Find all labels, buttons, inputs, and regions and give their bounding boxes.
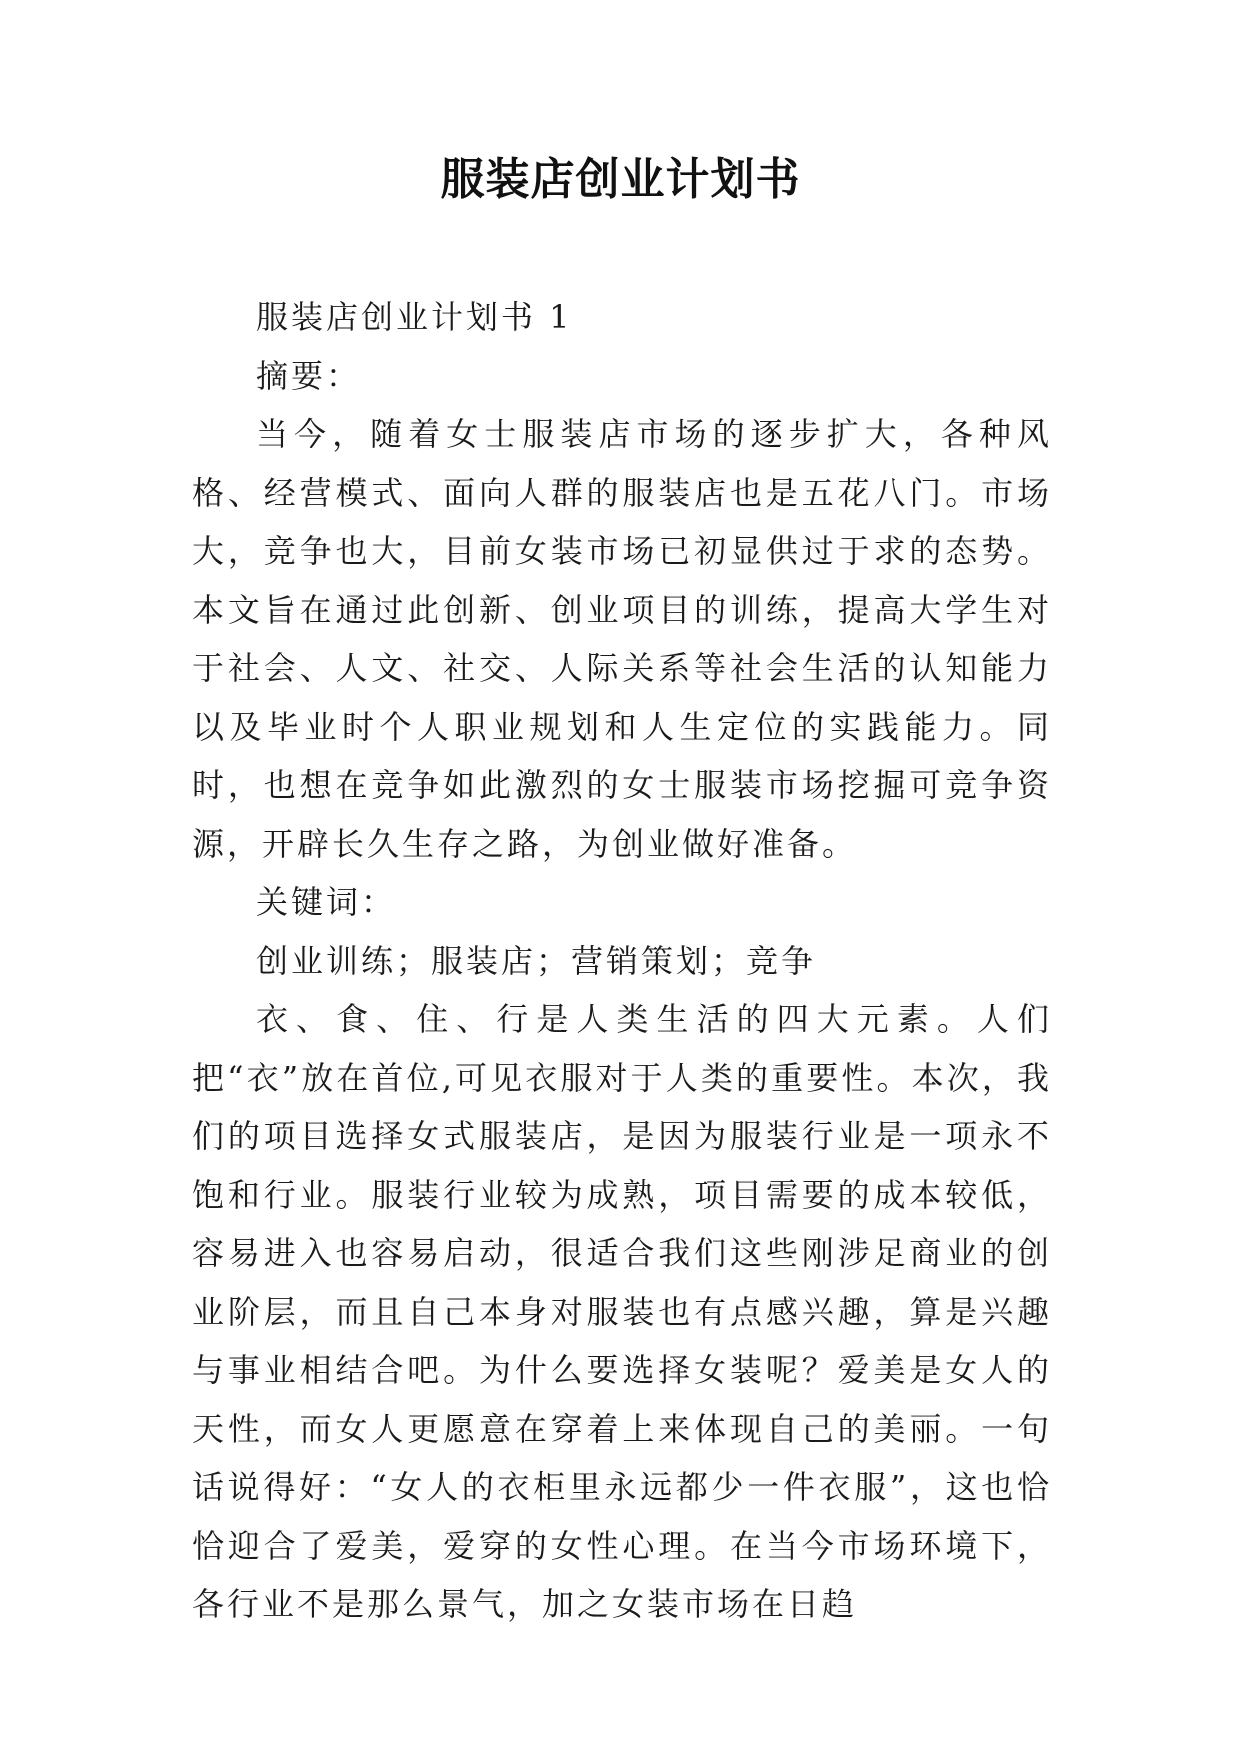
keywords-label: 关键词： bbox=[256, 883, 397, 921]
intro-paragraph: 衣、食、住、行是人类生活的四大元素。人们把“衣”放在首位,可见衣服对于人类的重要性。本次，我们的项目选择女式服装店，是因为服装行业是一项永不饱和行业。服装行业较为成熟，项目需要的成本较低，容易进入也容易启动，很适合我们这些刚涉足商业的创业阶层，而且自己本身对服装也有点感兴趣，算是兴趣与事业相结合吧。为什么要选择女装呢？爱美是女人的天性，而女人更愿意在穿着上来体现自己的美丽。一句话说得好：“女人的衣柜里永远都少一件衣服”，这也恰恰迎合了爱美，爱穿的女性心理。在当今市场环境下，各行业不是那么景气，加之女装市场在日趋 bbox=[192, 1000, 1052, 1623]
keywords-list: 创业训练；服装店；营销策划；竞争 bbox=[256, 941, 817, 980]
document-body bbox=[192, 288, 1052, 1634]
abstract-label: 摘要： bbox=[256, 356, 362, 395]
document-title: 服装店创业计划书 bbox=[440, 154, 801, 205]
section-heading: 服装店创业计划书 1 bbox=[256, 298, 573, 336]
abstract-paragraph: 当今，随着女士服装店市场的逐步扩大，各种风格、经营模式、面向人群的服装店也是五花八门。市场大，竞争也大，目前女装市场已初显供过于求的态势。本文旨在通过此创新、创业项目的训练，提高大学生对于社会、人文、社交、人际关系等社会生活的认知能力以及毕业时个人职业规划和人生定位的实践能力。同时，也想在竞争如此激烈的女士服装市场挖掘可竞争资源，开辟长久生存之路，为创业做好准备。 bbox=[192, 415, 1052, 863]
